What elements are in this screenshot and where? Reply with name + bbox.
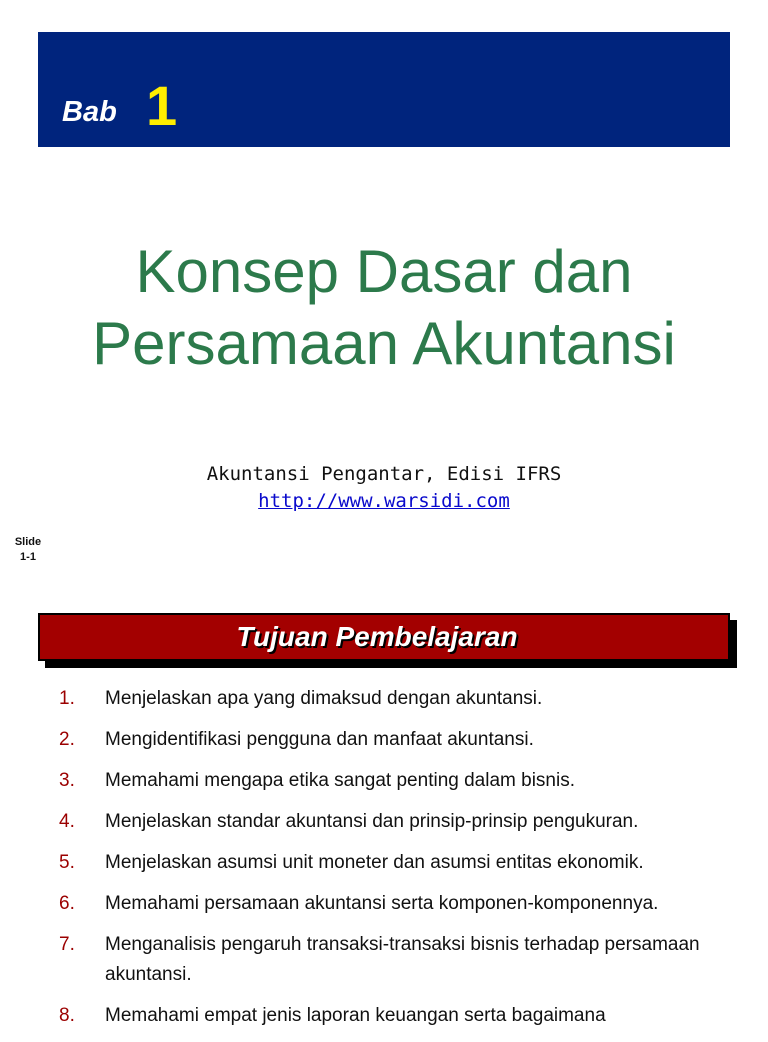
objective-text: Memahami empat jenis laporan keuangan serta bagaimana bbox=[105, 1005, 606, 1026]
objective-item bbox=[38, 766, 738, 796]
objective-number: 6. bbox=[59, 893, 75, 914]
slide-title-line-2: Persamaan Akuntansi bbox=[92, 310, 676, 377]
objective-text: Memahami mengapa etika sangat penting dalam bisnis. bbox=[105, 770, 575, 791]
objective-item bbox=[38, 1001, 738, 1031]
chapter-label: Bab bbox=[62, 96, 117, 128]
objective-text: Mengidentifikasi pengguna dan manfaat akuntansi. bbox=[105, 729, 534, 750]
objective-item bbox=[38, 684, 738, 714]
objective-text: Menganalisis pengaruh transaksi-transaksi bisnis terhadap persamaan akuntansi. bbox=[105, 934, 700, 985]
slide-number-value: 1-1 bbox=[20, 551, 36, 563]
slide-number bbox=[6, 535, 50, 565]
objective-item bbox=[38, 725, 738, 755]
objectives-heading: Tujuan Pembelajaran bbox=[236, 621, 518, 652]
subtitle-block bbox=[0, 461, 768, 515]
objective-number: 4. bbox=[59, 811, 75, 832]
slide-number-label: Slide bbox=[14, 536, 42, 548]
objective-item bbox=[38, 889, 738, 919]
slide-title-line-1: Konsep Dasar dan bbox=[135, 238, 633, 305]
objective-number: 2. bbox=[59, 729, 75, 750]
objective-number: 5. bbox=[59, 852, 75, 873]
book-title: Akuntansi Pengantar, Edisi IFRS bbox=[206, 463, 562, 485]
slide-title bbox=[0, 236, 768, 380]
objective-number: 8. bbox=[59, 1005, 75, 1026]
objective-text: Memahami persamaan akuntansi serta komponen-komponennya. bbox=[105, 893, 659, 914]
objective-number: 7. bbox=[59, 934, 75, 955]
objective-item bbox=[38, 848, 738, 878]
website-link[interactable]: http://www.warsidi.com bbox=[258, 490, 510, 512]
objectives-header bbox=[38, 613, 730, 661]
objective-item bbox=[38, 930, 738, 990]
objectives-list bbox=[38, 684, 738, 1042]
objective-text: Menjelaskan apa yang dimaksud dengan akuntansi. bbox=[105, 688, 543, 709]
chapter-banner bbox=[38, 32, 730, 147]
objective-number: 3. bbox=[59, 770, 75, 791]
objective-item bbox=[38, 807, 738, 837]
chapter-number: 1 bbox=[146, 74, 178, 137]
objective-text: Menjelaskan standar akuntansi dan prinsip-prinsip pengukuran. bbox=[105, 811, 639, 832]
objective-number: 1. bbox=[59, 688, 75, 709]
objective-text: Menjelaskan asumsi unit moneter dan asumsi entitas ekonomik. bbox=[105, 852, 644, 873]
